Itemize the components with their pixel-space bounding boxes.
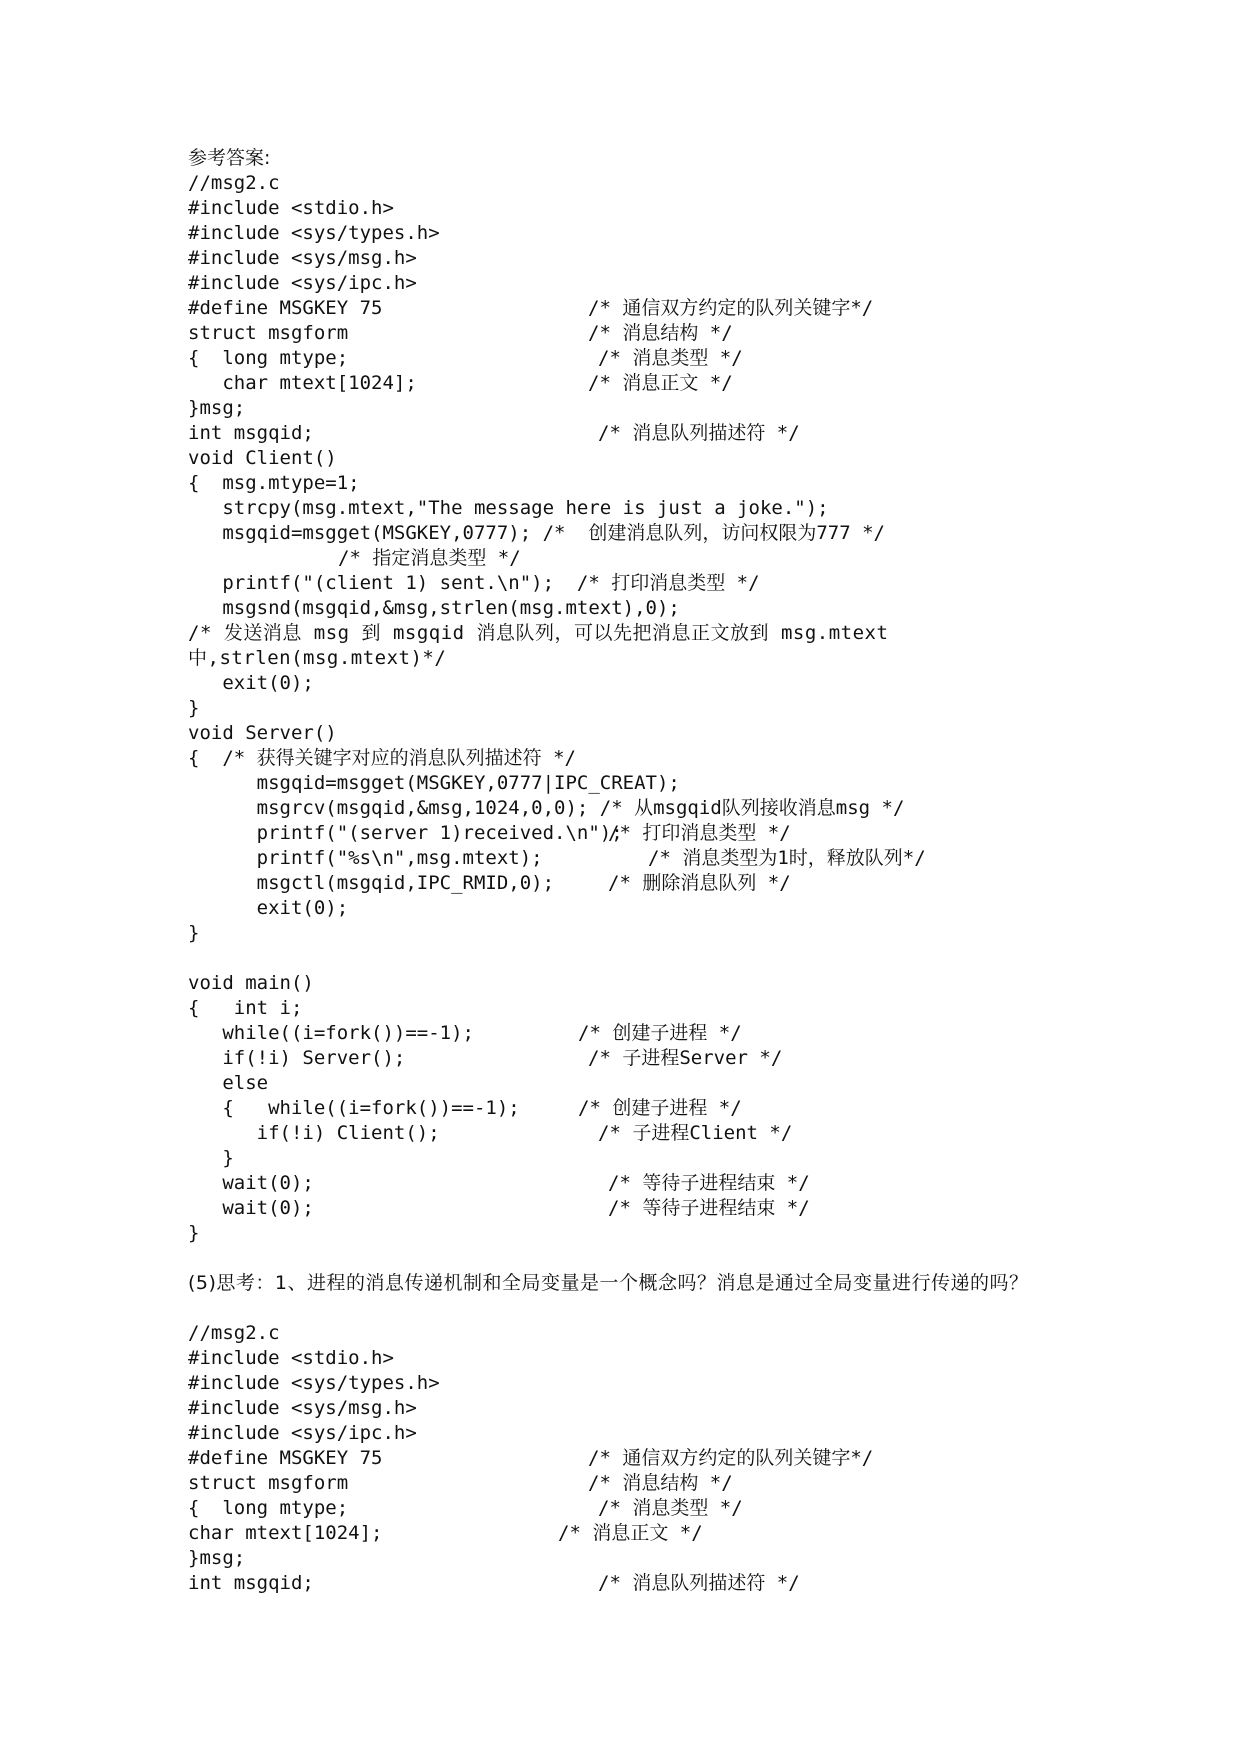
code-comment: /* 通信双方约定的队列关键字*/ xyxy=(588,1447,874,1469)
code-line xyxy=(188,1496,1068,1521)
code-line: } xyxy=(188,697,200,719)
code-comment: /* 通信双方约定的队列关键字*/ xyxy=(588,297,874,319)
code-line: #include <stdio.h> xyxy=(188,1347,394,1369)
code-comment-paragraph: /* 发送消息 msg 到 msgqid 消息队列，可以先把消息正文放到 msg.mtext 中,strlen(msg.mtext)*/ xyxy=(188,622,889,669)
code-line: }msg; xyxy=(188,1547,246,1569)
code-line: #include <sys/msg.h> xyxy=(188,1397,417,1419)
code-line: #include <stdio.h> xyxy=(188,197,394,219)
code-line xyxy=(188,296,1068,321)
code-comment: /* 消息结构 */ xyxy=(588,322,733,344)
code-comment: /* 删除消息队列 */ xyxy=(608,872,791,894)
code-comment: /* 消息队列描述符 */ xyxy=(598,1572,800,1594)
code-line: msgsnd(msgqid,&msg,strlen(msg.mtext),0); xyxy=(188,597,680,619)
document-body xyxy=(188,146,1068,1596)
code-comment: /* 消息类型 */ xyxy=(598,347,743,369)
code-line: { int i; xyxy=(188,997,303,1019)
code-line xyxy=(188,1446,1068,1471)
code-line xyxy=(188,1571,1068,1596)
code-line xyxy=(188,346,1068,371)
code-comment: /* 创建子进程 */ xyxy=(578,1022,742,1044)
code-comment: /* 等待子进程结束 */ xyxy=(608,1172,810,1194)
code-text: struct msgform xyxy=(188,1472,349,1494)
code-text: int msgqid; xyxy=(188,1572,314,1594)
code-comment: /* 消息正文 */ xyxy=(558,1522,703,1544)
code-text: if(!i) Client(); xyxy=(188,1122,440,1144)
code-line: } xyxy=(188,1222,200,1244)
code-line xyxy=(188,871,1068,896)
code-text: printf("%s\n",msg.mtext); xyxy=(188,847,543,869)
code-line: strcpy(msg.mtext,"The message here is just a joke."); xyxy=(188,497,829,519)
code-line: //msg2.c xyxy=(188,172,280,194)
code-line xyxy=(188,546,1068,571)
code-text: char mtext[1024]; xyxy=(188,372,417,394)
code-line: { /* 获得关键字对应的消息队列描述符 */ xyxy=(188,747,576,769)
code-line xyxy=(188,846,1068,871)
code-comment: /* 消息正文 */ xyxy=(588,372,733,394)
code-line: void Server() xyxy=(188,722,337,744)
code-line: } xyxy=(188,922,200,944)
code-text: { long mtype; xyxy=(188,347,349,369)
code-line xyxy=(188,1021,1068,1046)
code-line xyxy=(188,1196,1068,1221)
code-comment: /* 子进程Client */ xyxy=(598,1122,793,1144)
code-text: struct msgform xyxy=(188,322,349,344)
code-line: #include <sys/types.h> xyxy=(188,222,440,244)
code-line xyxy=(188,1171,1068,1196)
code-line xyxy=(188,1471,1068,1496)
code-line: else xyxy=(188,1072,269,1094)
code-text: char mtext[1024]; xyxy=(188,1522,383,1544)
code-line: } xyxy=(188,1147,234,1169)
code-line: }msg; xyxy=(188,397,246,419)
code-text: wait(0); xyxy=(188,1172,314,1194)
blank-line xyxy=(188,946,1068,971)
code-line: printf("(client 1) sent.\n"); /* 打印消息类型 */ xyxy=(188,572,760,594)
code-text: #define MSGKEY 75 xyxy=(188,1447,383,1469)
code-text: if(!i) Server(); xyxy=(188,1047,406,1069)
code-line: void main() xyxy=(188,972,314,994)
code-line: { msg.mtype=1; xyxy=(188,472,360,494)
code-line xyxy=(188,821,1068,846)
code-comment: /* 子进程Server */ xyxy=(588,1047,783,1069)
code-line xyxy=(188,1096,1068,1121)
code-line xyxy=(188,371,1068,396)
code-comment: /* 打印消息类型 */ xyxy=(608,822,791,844)
code-comment: /* 指定消息类型 */ xyxy=(338,547,521,569)
code-comment: /* 消息类型 */ xyxy=(598,1497,743,1519)
code-comment: /* 等待子进程结束 */ xyxy=(608,1197,810,1219)
code-line: #include <sys/ipc.h> xyxy=(188,272,417,294)
code-line xyxy=(188,421,1068,446)
code-text: #define MSGKEY 75 xyxy=(188,297,383,319)
answer-heading: 参考答案: xyxy=(188,147,271,169)
code-text: while((i=fork())==-1); xyxy=(188,1022,474,1044)
code-line xyxy=(188,1121,1068,1146)
code-line: msgqid=msgget(MSGKEY,0777); /* 创建消息队列，访问权限为777 */ xyxy=(188,522,885,544)
code-line: exit(0); xyxy=(188,897,349,919)
code-text: wait(0); xyxy=(188,1197,314,1219)
code-line: //msg2.c xyxy=(188,1322,280,1344)
code-line: #include <sys/types.h> xyxy=(188,1372,440,1394)
code-text: { long mtype; xyxy=(188,1497,349,1519)
code-line: msgrcv(msgqid,&msg,1024,0,0); /* 从msgqid队列接收消息msg */ xyxy=(188,797,905,819)
code-text: msgctl(msgqid,IPC_RMID,0); xyxy=(188,872,555,894)
code-line xyxy=(188,1521,1068,1546)
code-line: exit(0); xyxy=(188,672,314,694)
code-line xyxy=(188,1046,1068,1071)
code-line: #include <sys/msg.h> xyxy=(188,247,417,269)
code-line: void Client() xyxy=(188,447,337,469)
code-text: printf("(server 1)received.\n"); xyxy=(188,822,623,844)
code-comment: /* 消息结构 */ xyxy=(588,1472,733,1494)
blank-line xyxy=(188,1246,1068,1271)
code-comment: /* 创建子进程 */ xyxy=(578,1097,742,1119)
think-question: (5)思考：1、进程的消息传递机制和全局变量是一个概念吗？消息是通过全局变量进行传递的吗？ xyxy=(188,1272,1029,1294)
code-line: msgqid=msgget(MSGKEY,0777|IPC_CREAT); xyxy=(188,772,680,794)
code-line xyxy=(188,321,1068,346)
code-line: #include <sys/ipc.h> xyxy=(188,1422,417,1444)
code-comment: /* 消息队列描述符 */ xyxy=(598,422,800,444)
code-text: int msgqid; xyxy=(188,422,314,444)
code-text: { while((i=fork())==-1); xyxy=(188,1097,520,1119)
code-comment: /* 消息类型为1时，释放队列*/ xyxy=(648,847,926,869)
